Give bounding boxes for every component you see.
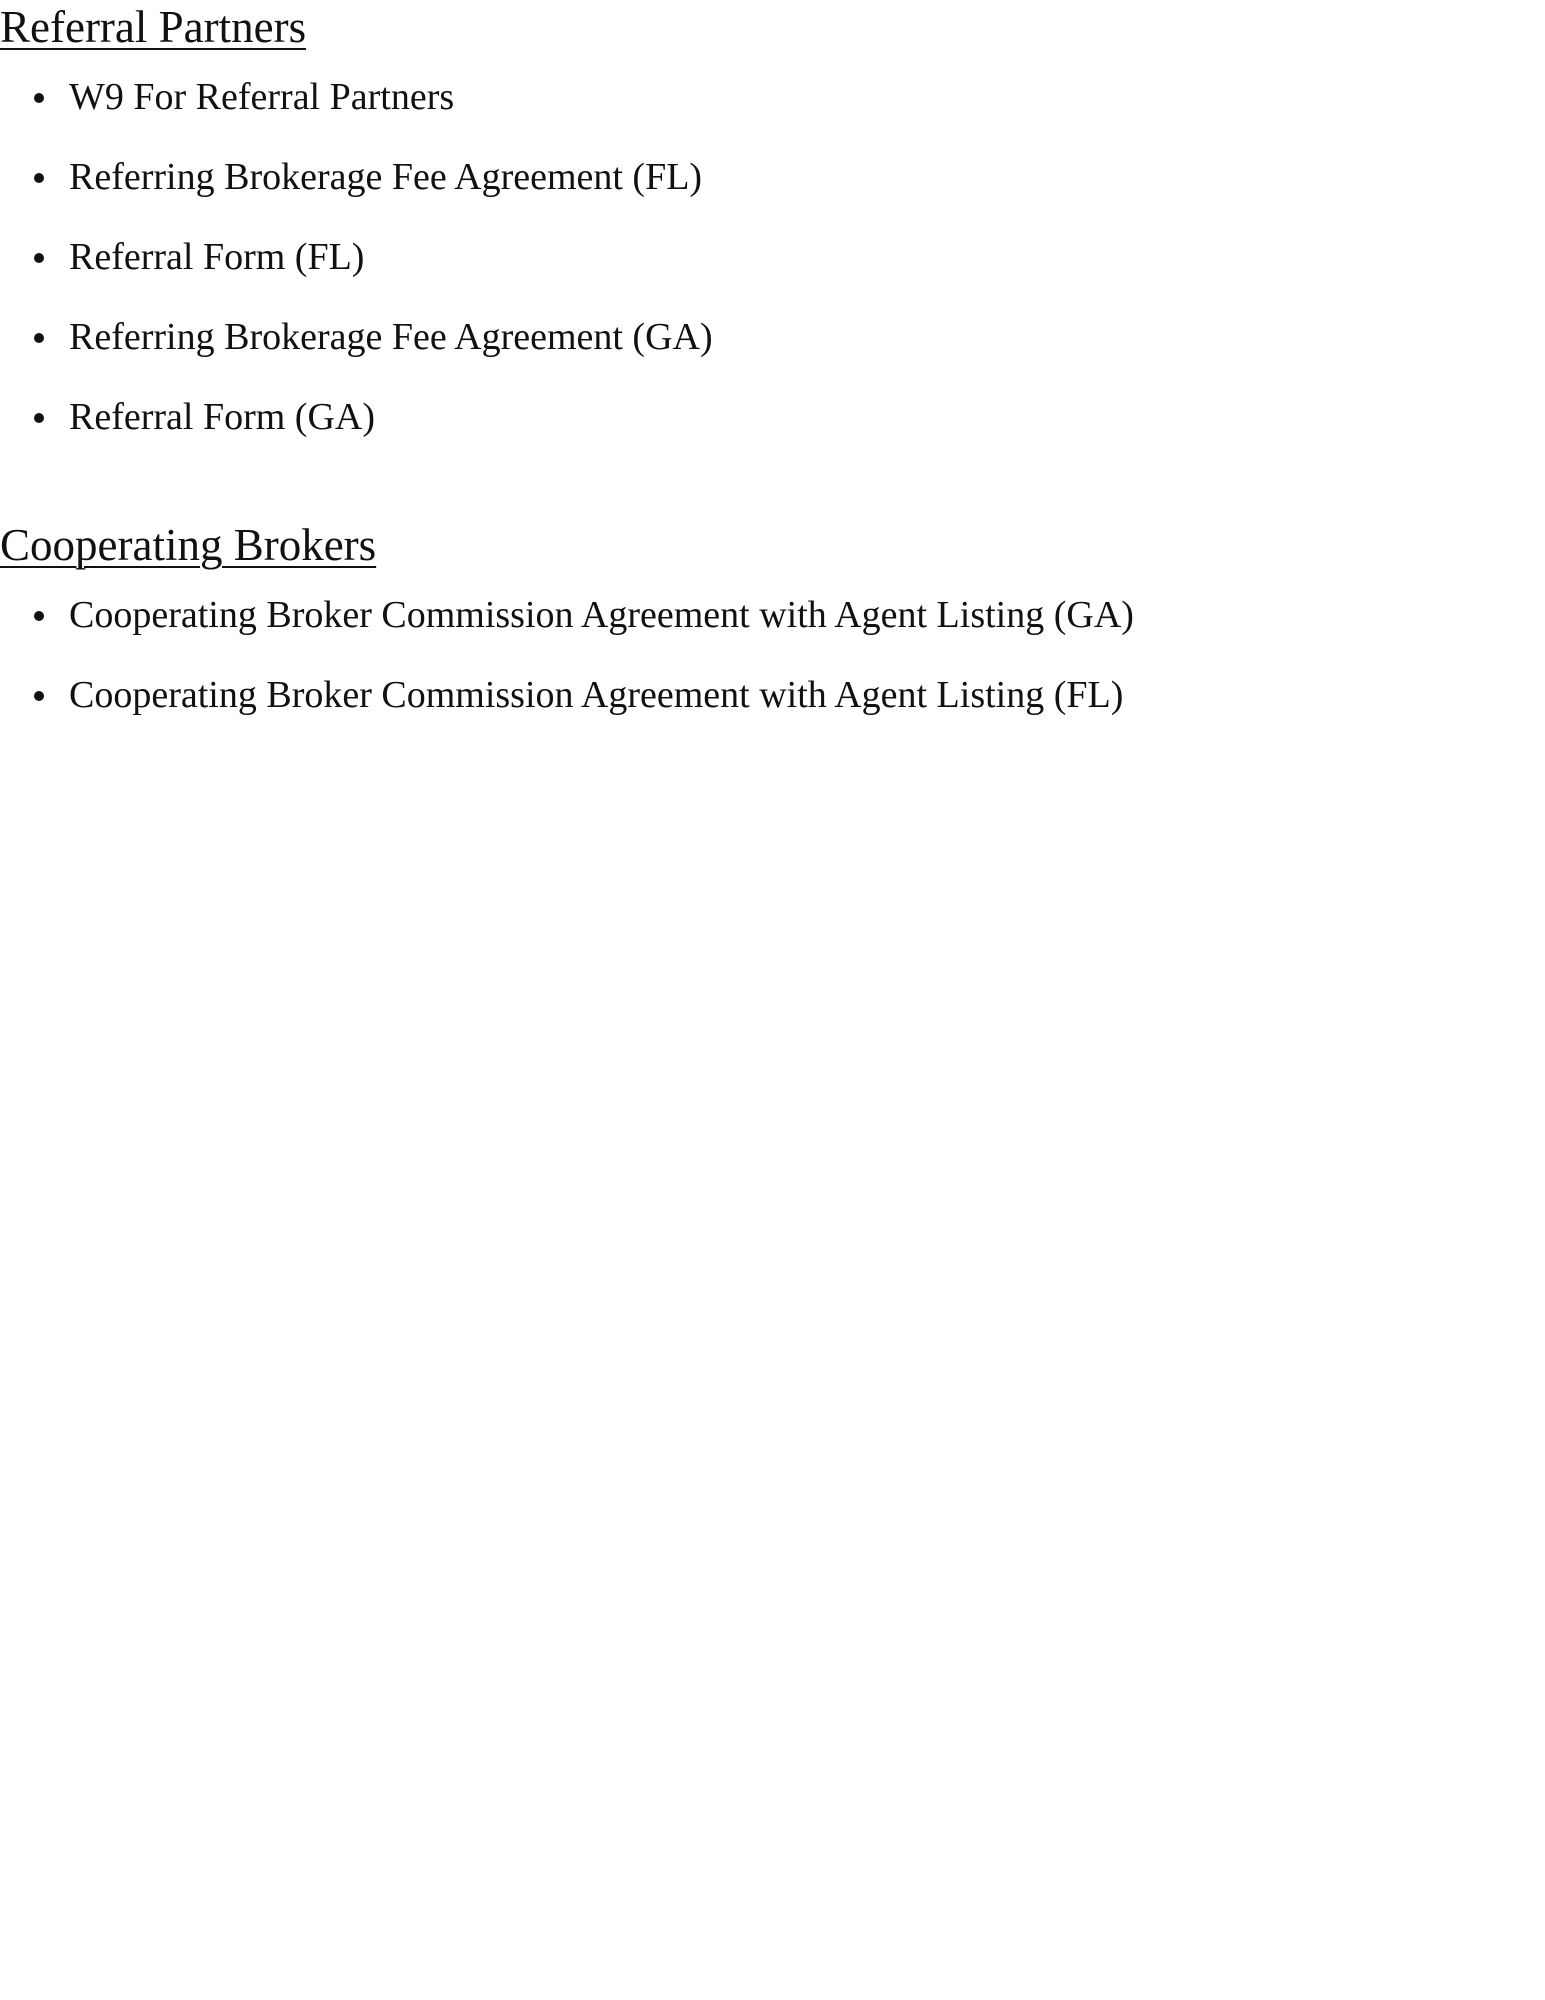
w9-referral-partners-link[interactable]: W9 For Referral Partners <box>69 76 455 118</box>
list-item <box>0 231 713 311</box>
list-item <box>0 71 713 151</box>
referral-partners-list <box>0 71 713 471</box>
list-item <box>0 151 713 231</box>
list-item <box>0 669 1134 749</box>
referral-form-fl-link[interactable]: Referral Form (FL) <box>69 236 365 278</box>
cooperating-brokers-section <box>0 518 1134 749</box>
bullet-icon <box>34 253 44 263</box>
cooperating-brokers-list <box>0 589 1134 749</box>
referring-brokerage-fee-agreement-ga-link[interactable]: Referring Brokerage Fee Agreement (GA) <box>69 316 713 358</box>
cooperating-broker-agreement-fl-link[interactable]: Cooperating Broker Commission Agreement with Agent Listing (FL) <box>69 674 1124 716</box>
bullet-icon <box>34 333 44 343</box>
list-item <box>0 589 1134 669</box>
bullet-icon <box>34 413 44 423</box>
cooperating-broker-agreement-ga-link[interactable]: Cooperating Broker Commission Agreement with Agent Listing (GA) <box>69 594 1134 636</box>
referral-form-ga-link[interactable]: Referral Form (GA) <box>69 396 376 438</box>
bullet-icon <box>34 173 44 183</box>
bullet-icon <box>34 691 44 701</box>
bullet-icon <box>34 611 44 621</box>
referral-partners-heading: Referral Partners <box>0 2 307 52</box>
list-item <box>0 391 713 471</box>
cooperating-brokers-heading: Cooperating Brokers <box>0 520 377 570</box>
list-item <box>0 311 713 391</box>
bullet-icon <box>34 93 44 103</box>
referring-brokerage-fee-agreement-fl-link[interactable]: Referring Brokerage Fee Agreement (FL) <box>69 156 703 198</box>
referral-partners-section <box>0 0 713 471</box>
